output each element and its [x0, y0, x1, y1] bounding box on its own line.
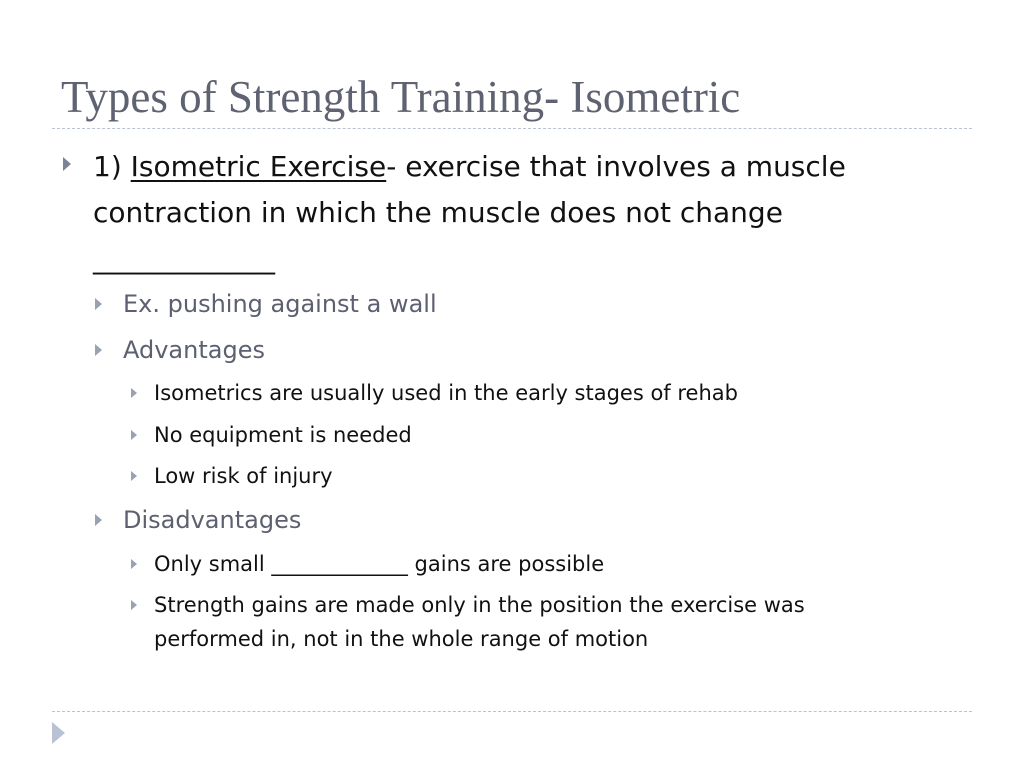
bullet-triangle-icon — [131, 600, 137, 610]
bullet-triangle-icon — [63, 157, 71, 171]
point-1 — [93, 144, 953, 282]
advantage-item: Isometrics are usually used in the early stages of rehab — [154, 381, 738, 405]
disadvantage-item: Only small _____________ gains are possible — [154, 552, 605, 576]
disadvantage-line-1: Strength gains are made only in the position the exercise was — [154, 593, 805, 617]
disadvantage-line-2: performed in, not in the whole range of motion — [154, 627, 649, 651]
bullet-triangle-icon — [95, 514, 102, 526]
disadvantage-item — [154, 588, 805, 656]
advantage-item: Low risk of injury — [154, 464, 333, 488]
point-1-line-1 — [93, 144, 953, 190]
advantages-heading: Advantages — [123, 336, 265, 364]
bullet-triangle-icon — [131, 559, 137, 569]
bullet-triangle-icon — [131, 471, 137, 481]
slide-title: Types of Strength Training- Isometric — [61, 72, 741, 122]
footer-divider — [52, 711, 972, 712]
disadvantages-heading: Disadvantages — [123, 506, 302, 534]
bullet-triangle-icon — [95, 298, 102, 310]
bullet-triangle-icon — [131, 430, 137, 440]
point-number: 1) — [93, 150, 122, 183]
bullet-triangle-icon — [131, 388, 137, 398]
definition-part-1: - exercise that involves a muscle — [386, 150, 846, 183]
title-divider — [52, 128, 972, 129]
example-item: Ex. pushing against a wall — [123, 290, 437, 318]
bullet-triangle-icon — [95, 344, 102, 356]
play-triangle-icon[interactable] — [52, 722, 65, 744]
definition-part-2: contraction in which the muscle does not change — [93, 196, 783, 229]
term-isometric-exercise: Isometric Exercise — [130, 150, 387, 183]
advantage-item: No equipment is needed — [154, 423, 412, 447]
fill-in-blank: _____________ — [93, 242, 275, 275]
